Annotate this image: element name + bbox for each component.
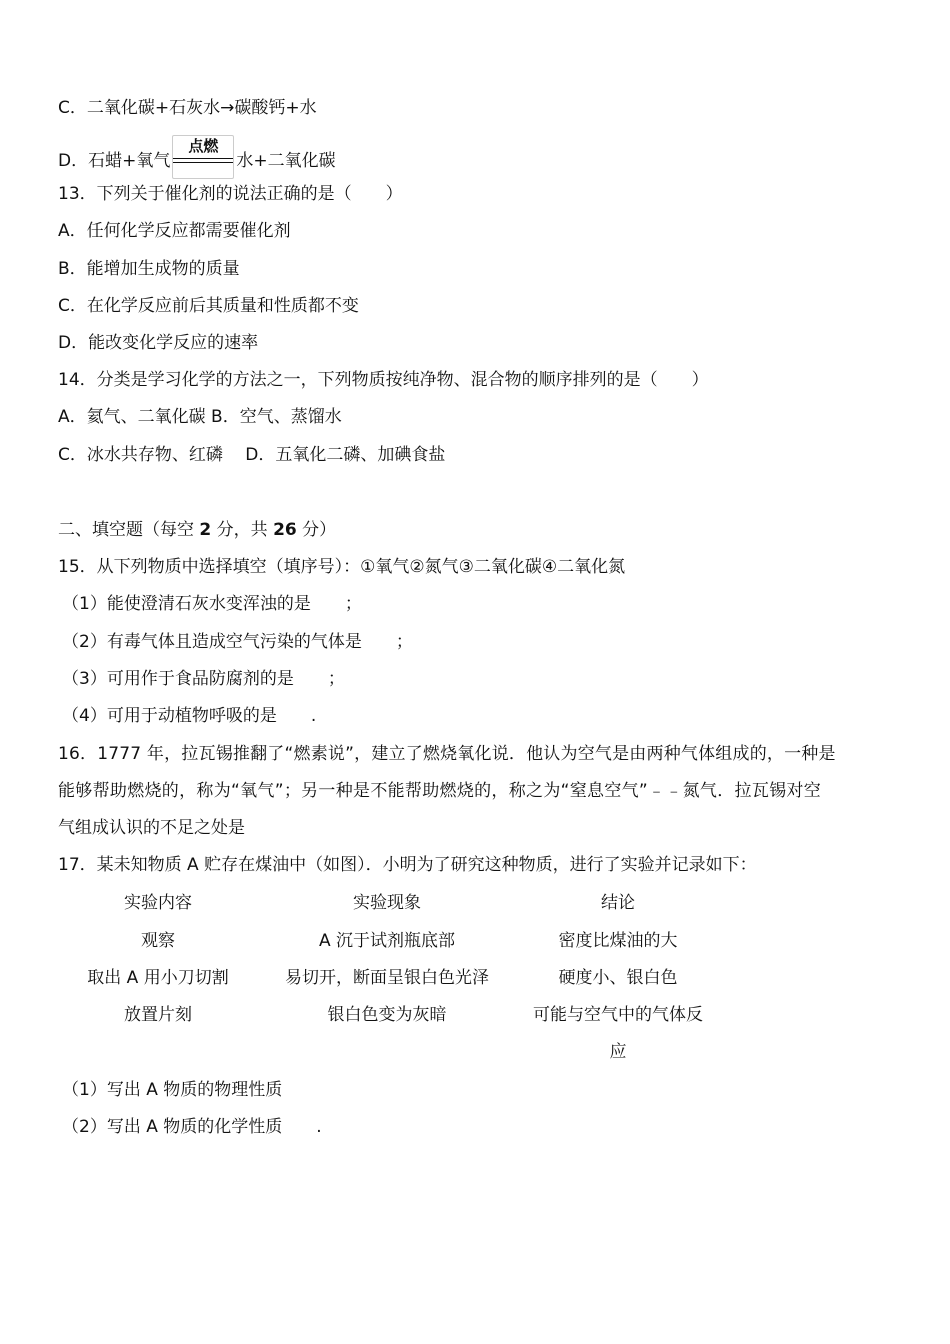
q17-part-2: （2）写出 A 物质的化学性质 . — [62, 1117, 322, 1137]
q13-option-b: B．能增加生成物的质量 — [58, 259, 240, 279]
table-header-conclusion: 结论 — [601, 893, 635, 913]
reaction-condition — [172, 135, 234, 179]
table-header-content: 实验内容 — [124, 893, 192, 913]
equals-bar-bottom — [173, 162, 233, 163]
table-cell-continuation: 应 — [609, 1042, 627, 1062]
table-header-phenomenon: 实验现象 — [353, 893, 421, 913]
table-cell: 观察 — [141, 931, 175, 951]
q13-option-a: A．任何化学反应都需要催化剂 — [58, 221, 291, 241]
q17-part-1: （1）写出 A 物质的物理性质 — [62, 1080, 283, 1100]
q14-options-cd: C．冰水共存物、红磷 D．五氧化二磷、加碘食盐 — [58, 445, 446, 465]
table-cell: 硬度小、银白色 — [558, 968, 678, 988]
q13-option-d: D．能改变化学反应的速率 — [58, 333, 259, 353]
q14-options-ab: A．氦气、二氧化碳 B．空气、蒸馏水 — [58, 407, 342, 427]
section-2-heading: 二、填空题（每空 2 分，共 26 分） — [58, 520, 337, 540]
table-cell: A 沉于试剂瓶底部 — [318, 931, 456, 951]
q12-option-d-reactants: D．石蜡+氧气 — [58, 151, 171, 171]
table-cell: 放置片刻 — [124, 1005, 192, 1025]
question-13: 13．下列关于催化剂的说法正确的是（ ） — [58, 184, 403, 204]
q13-option-c: C．在化学反应前后其质量和性质都不变 — [58, 296, 359, 316]
question-17: 17．某未知物质 A 贮存在煤油中（如图）．小明为了研究这种物质，进行了实验并记录如下： — [58, 855, 757, 875]
q15-part-3: （3）可用作于食品防腐剂的是 ； — [62, 669, 345, 689]
q15-part-1: （1）能使澄清石灰水变浑浊的是 ； — [62, 594, 362, 614]
q15-part-2: （2）有毒气体且造成空气污染的气体是 ； — [62, 632, 413, 652]
q12-option-c: C．二氧化碳+石灰水→碳酸钙+水 — [58, 98, 317, 118]
table-cell: 密度比煤油的大 — [558, 931, 678, 951]
q12-option-d-products: 水+二氧化碳 — [236, 151, 336, 171]
q12-option-d — [58, 139, 336, 183]
question-16-line-1: 16．1777 年，拉瓦锡推翻了“燃素说”，建立了燃烧氧化说．他认为空气是由两种气体组成的，一种是 — [58, 744, 836, 764]
question-16-line-3: 气组成认识的不足之处是 — [58, 818, 245, 838]
question-16-line-2: 能够帮助燃烧的，称为“氧气”；另一种是不能帮助燃烧的，称之为“窒息空气”﹣﹣氮气．拉瓦锡对空 — [58, 781, 822, 801]
table-cell: 取出 A 用小刀切割 — [87, 968, 229, 988]
question-15: 15．从下列物质中选择填空（填序号）：①氧气②氮气③二氧化碳④二氧化氮 — [58, 557, 626, 577]
q15-part-4: （4）可用于动植物呼吸的是 . — [62, 706, 317, 726]
table-cell: 易切开，断面呈银白色光泽 — [285, 968, 489, 988]
table-cell: 银白色变为灰暗 — [327, 1005, 447, 1025]
table-cell: 可能与空气中的气体反 — [533, 1005, 703, 1025]
equals-bar-top — [173, 158, 233, 159]
reaction-condition-label: 点燃 — [188, 137, 219, 155]
question-14: 14．分类是学习化学的方法之一，下列物质按纯净物、混合物的顺序排列的是（ ） — [58, 370, 709, 390]
